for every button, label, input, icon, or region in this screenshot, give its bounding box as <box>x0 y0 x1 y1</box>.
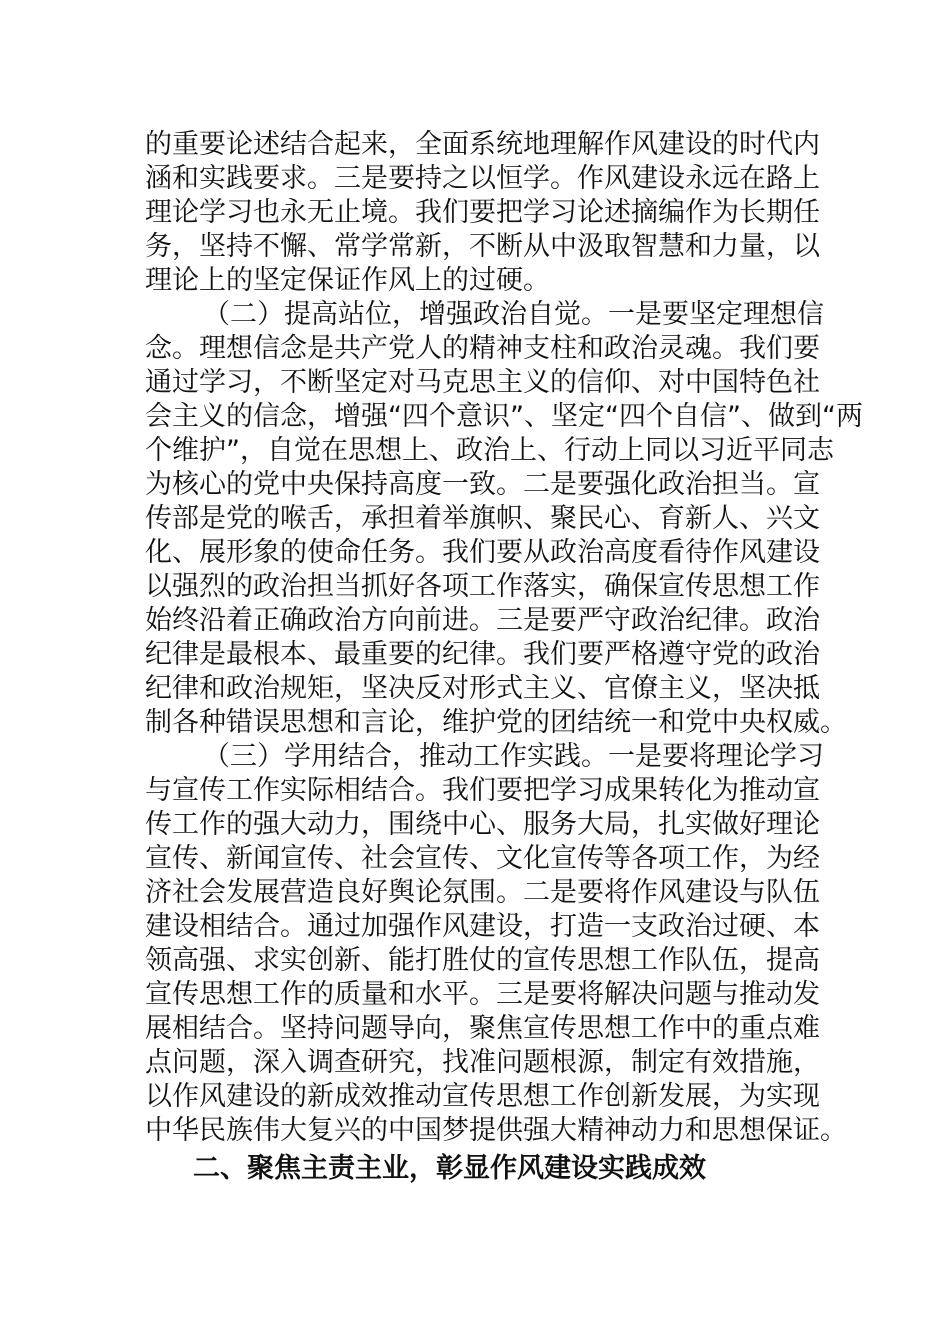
text-line: 领高强、求实创新、能打胜仗的宣传思想工作队伍，提高 <box>145 945 820 976</box>
text-line: 始终沿着正确政治方向前进。三是要严守政治纪律。政治 <box>145 605 820 636</box>
text-line: 济社会发展营造良好舆论氛围。二是要将作风建设与队伍 <box>145 877 820 908</box>
text-line: 务，坚持不懈、常学常新，不断从中汲取智慧和力量，以 <box>145 231 820 262</box>
text-line: 理论学习也永无止境。我们要把学习论述摘编作为长期任 <box>145 197 820 228</box>
text-line: 念。理想信念是共产党人的精神支柱和政治灵魂。我们要 <box>145 333 820 364</box>
paragraph-first-line: （三）学用结合，推动工作实践。一是要将理论学习 <box>203 741 824 772</box>
text-line: 会主义的信念，增强“四个意识”、坚定“四个自信”、做到“两 <box>145 401 863 432</box>
text-line: 理论上的坚定保证作风上的过硬。 <box>145 265 550 296</box>
paragraph-first-line: （二）提高站位，增强政治自觉。一是要坚定理想信 <box>203 299 824 330</box>
text-line: 传部是党的喉舌，承担着举旗帜、聚民心、育新人、兴文 <box>145 503 820 534</box>
text-line: 制各种错误思想和言论，维护党的团结统一和党中央权威。 <box>145 707 847 738</box>
text-line: 涵和实践要求。三是要持之以恒学。作风建设永远在路上 <box>145 163 820 194</box>
text-line: 化、展形象的使命任务。我们要从政治高度看待作风建设 <box>145 537 820 568</box>
text-line: 的重要论述结合起来，全面系统地理解作风建设的时代内 <box>145 129 820 160</box>
text-line: 以强烈的政治担当抓好各项工作落实，确保宣传思想工作 <box>145 571 820 602</box>
text-line: 建设相结合。通过加强作风建设，打造一支政治过硬、本 <box>145 911 820 942</box>
text-line: 展相结合。坚持问题导向，聚焦宣传思想工作中的重点难 <box>145 1013 820 1044</box>
text-line: 传工作的强大动力，围绕中心、服务大局，扎实做好理论 <box>145 809 820 840</box>
text-line: 与宣传工作实际相结合。我们要把学习成果转化为推动宣 <box>145 775 820 806</box>
text-line: 纪律和政治规矩，坚决反对形式主义、官僚主义，坚决抵 <box>145 673 820 704</box>
text-line: 纪律是最根本、最重要的纪律。我们要严格遵守党的政治 <box>145 639 820 670</box>
text-line: 通过学习，不断坚定对马克思主义的信仰、对中国特色社 <box>145 367 820 398</box>
text-line: 个维护”，自觉在思想上、政治上、行动上同以习近平同志 <box>145 435 834 466</box>
text-line: 点问题，深入调查研究，找准问题根源，制定有效措施， <box>145 1047 820 1078</box>
text-line: 宣传、新闻宣传、社会宣传、文化宣传等各项工作，为经 <box>145 843 820 874</box>
section-heading: 二、聚焦主责主业，彰显作风建设实践成效 <box>193 1153 706 1184</box>
body-text <box>145 128 863 1186</box>
text-line: 中华民族伟大复兴的中国梦提供强大精神动力和思想保证。 <box>145 1115 847 1146</box>
text-line: 为核心的党中央保持高度一致。二是要强化政治担当。宣 <box>145 469 820 500</box>
text-line: 宣传思想工作的质量和水平。三是要将解决问题与推动发 <box>145 979 820 1010</box>
text-line: 以作风建设的新成效推动宣传思想工作创新发展，为实现 <box>145 1081 820 1112</box>
